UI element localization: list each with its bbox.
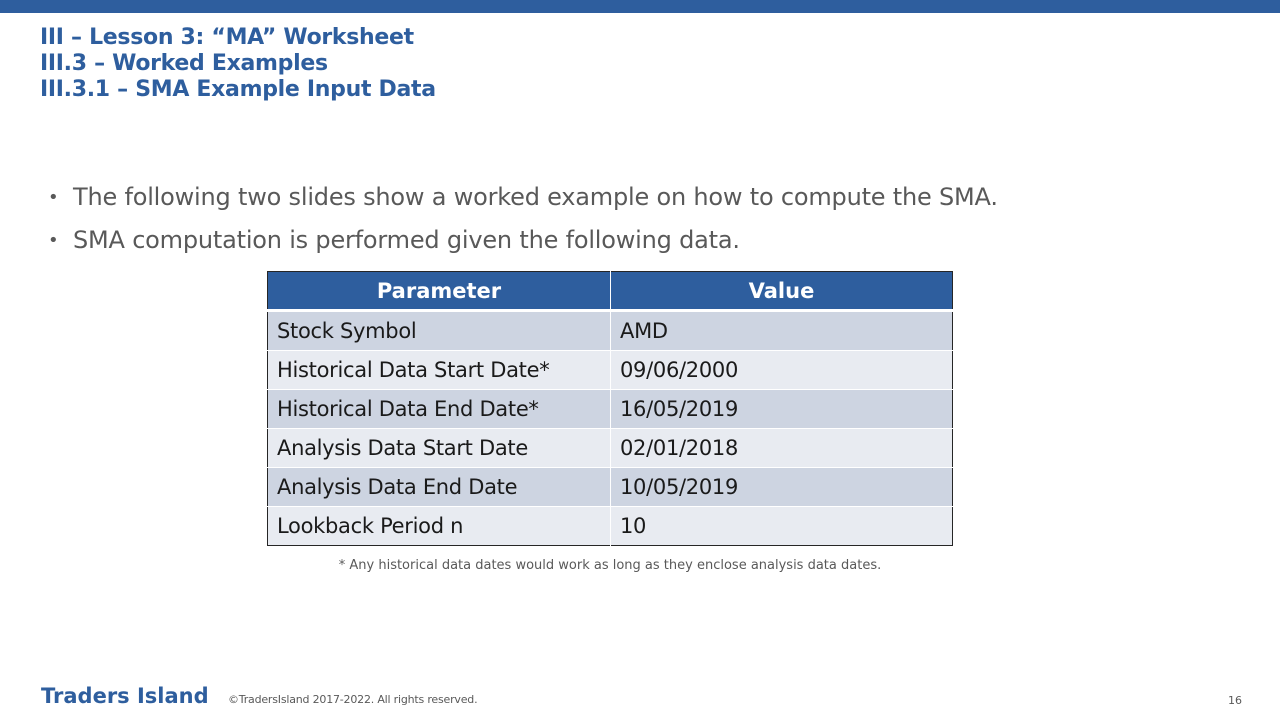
parameter-cell: Historical Data Start Date* [268,351,611,390]
parameter-cell: Analysis Data End Date [268,468,611,507]
bullet-marker: • [48,187,59,208]
slide-title-section: III.3 – Worked Examples [40,51,328,76]
table-row [268,311,953,351]
value-cell: AMD [611,311,953,351]
value-cell: 10/05/2019 [611,468,953,507]
header-value: Value [611,272,953,311]
bullet-item [48,176,998,219]
value-cell: 10 [611,507,953,546]
table-row [268,429,953,468]
slide-title-lesson: III – Lesson 3: “MA” Worksheet [40,25,414,50]
bullet-item [48,219,998,262]
bullet-text: SMA computation is performed given the following data. [73,226,740,254]
table-header-row [268,272,953,311]
parameter-cell: Stock Symbol [268,311,611,351]
slide-title-block [40,25,436,103]
footer-brand-logo: Traders Island [41,684,209,708]
page-number: 16 [1228,694,1242,707]
value-cell: 02/01/2018 [611,429,953,468]
bullet-list [48,176,998,262]
table-row [268,507,953,546]
input-data-table [267,271,953,546]
table-footnote: * Any historical data dates would work as long as they enclose analysis data dates. [338,558,882,573]
table-row [268,351,953,390]
table-row [268,390,953,429]
parameter-cell: Historical Data End Date* [268,390,611,429]
header-parameter: Parameter [268,272,611,311]
parameter-cell: Analysis Data Start Date [268,429,611,468]
value-cell: 16/05/2019 [611,390,953,429]
value-cell: 09/06/2000 [611,351,953,390]
parameter-cell: Lookback Period n [268,507,611,546]
footer-copyright: ©TradersIsland 2017-2022. All rights reserved. [228,693,478,706]
top-accent-bar [0,0,1280,13]
bullet-marker: • [48,230,59,251]
bullet-text: The following two slides show a worked example on how to compute the SMA. [73,183,998,211]
table-row [268,468,953,507]
slide-title-subsection: III.3.1 – SMA Example Input Data [40,77,436,102]
